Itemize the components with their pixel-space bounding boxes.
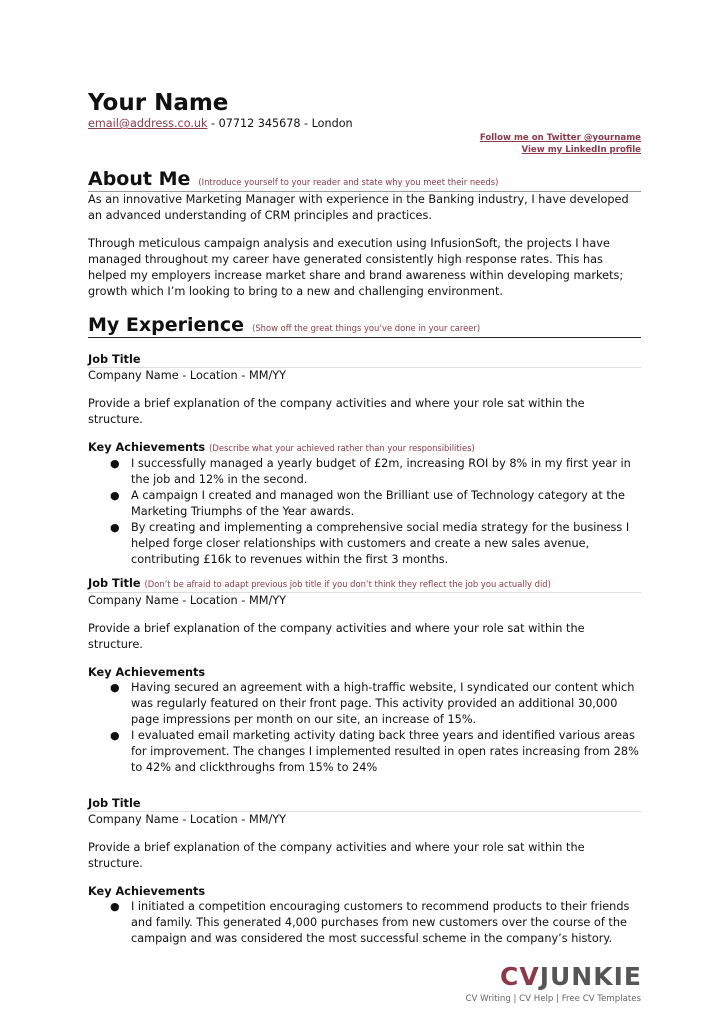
job-title-row: [88, 576, 641, 592]
email-link[interactable]: email@address.co.uk: [88, 117, 208, 130]
job-description: Provide a brief explanation of the company activities and where your role sat within the structure.: [88, 622, 585, 651]
job-description: Provide a brief explanation of the company activities and where your role sat within the structure.: [88, 841, 585, 870]
achievements-list: [88, 680, 641, 776]
achievement-text: I initiated a competition encouraging customers to recommend products to their friends and family. This generated 4,000 purchases from new customers over the course of the campaign and was considered the most successful scheme in the company’s history.: [131, 900, 630, 945]
job-entry: [88, 576, 641, 776]
about-title: About Me: [88, 168, 191, 190]
job-title: Job Title: [88, 797, 141, 810]
key-achievements-label: Key Achievements: [88, 885, 206, 898]
bullet-icon: ●: [110, 521, 120, 534]
contact-details: - 07712 345678 - London: [207, 117, 353, 130]
achievement-text: Having secured an agreement with a high-traffic website, I syndicated our content which was regularly featured on their front page. This activity provided an additional 30,000 page impressions per month on our site, an increase of 15%.: [131, 681, 635, 726]
about-paragraph-1: As an innovative Marketing Manager with experience in the Banking industry, I have developed an advanced understanding of CRM principles and practices.: [88, 193, 629, 222]
achievements-list: [88, 899, 641, 947]
job-company: Company Name - Location - MM/YY: [88, 592, 641, 609]
bullet-icon: ●: [110, 729, 120, 742]
key-achievements-label: Key Achievements: [88, 666, 206, 679]
contact-line: [88, 117, 641, 131]
key-achievements-hint: (Describe what your achieved rather than your responsibilities): [209, 443, 475, 453]
logo-junkie-text: JUNKIE: [539, 962, 642, 991]
key-achievements-header: [88, 665, 641, 680]
achievement-text: By creating and implementing a comprehensive social media strategy for the business I helped forge closer relationships with customers and create a new sales avenue, contributing £16k to revenues within the first 3 months.: [131, 521, 630, 566]
list-item: [88, 520, 641, 568]
job-company: Company Name - Location - MM/YY: [88, 811, 641, 828]
achievement-text: I successfully managed a yearly budget of £2m, increasing ROI by 8% in my first year in the job and 12% in the second.: [131, 457, 631, 486]
experience-hint: (Show off the great things you’ve done in your career): [252, 323, 481, 333]
social-links: [88, 132, 641, 156]
job-title: Job Title: [88, 353, 141, 366]
bullet-icon: ●: [110, 681, 120, 694]
experience-section-header: [88, 314, 641, 338]
job-entry: [88, 352, 641, 568]
experience-title: My Experience: [88, 314, 245, 336]
linkedin-link[interactable]: View my LinkedIn profile: [521, 145, 641, 155]
bullet-icon: ●: [110, 900, 120, 913]
about-paragraph-2: Through meticulous campaign analysis and execution using InfusionSoft, the projects I have managed throughout my career have generated consistently high response rates. This has helped my employers increase market share and brand awareness within developing markets; growth which I’m looking to bring to a new and challenging environment.: [88, 237, 624, 298]
achievement-text: A campaign I created and managed won the Brilliant use of Technology category at the Marketing Triumphs of the Year awards.: [131, 489, 625, 518]
job-title-row: [88, 352, 641, 367]
key-achievements-header: [88, 884, 641, 899]
key-achievements-label: Key Achievements: [88, 441, 206, 454]
cv-document: [88, 90, 641, 947]
list-item: [88, 728, 641, 776]
job-title-hint: (Don’t be afraid to adapt previous job title if you don’t think they reflect the job you actually did): [144, 579, 551, 589]
cvjunkie-logo[interactable]: [500, 962, 641, 991]
list-item: [88, 456, 641, 488]
job-title-row: [88, 796, 641, 811]
candidate-name: Your Name: [88, 90, 229, 116]
job-company: Company Name - Location - MM/YY: [88, 367, 641, 384]
footer-links[interactable]: CV Writing | CV Help | Free CV Templates: [465, 994, 641, 1004]
list-item: [88, 899, 641, 947]
achievement-text: I evaluated email marketing activity dating back three years and identified various areas for improvement. The changes I implemented resulted in open rates increasing from 28% to 42% and clickthroughs from 15% to 24%: [131, 729, 639, 774]
about-hint: (Introduce yourself to your reader and state why you meet their needs): [198, 177, 499, 187]
job-description: Provide a brief explanation of the company activities and where your role sat within the structure.: [88, 397, 585, 426]
achievements-list: [88, 456, 641, 568]
list-item: [88, 680, 641, 728]
job-entry: [88, 796, 641, 947]
about-section-header: [88, 168, 641, 192]
logo-cv-text: CV: [500, 962, 540, 991]
list-item: [88, 488, 641, 520]
bullet-icon: ●: [110, 457, 120, 470]
twitter-link[interactable]: Follow me on Twitter @yourname: [479, 133, 641, 143]
key-achievements-header: [88, 440, 641, 456]
bullet-icon: ●: [110, 489, 120, 502]
job-title: Job Title: [88, 577, 141, 590]
